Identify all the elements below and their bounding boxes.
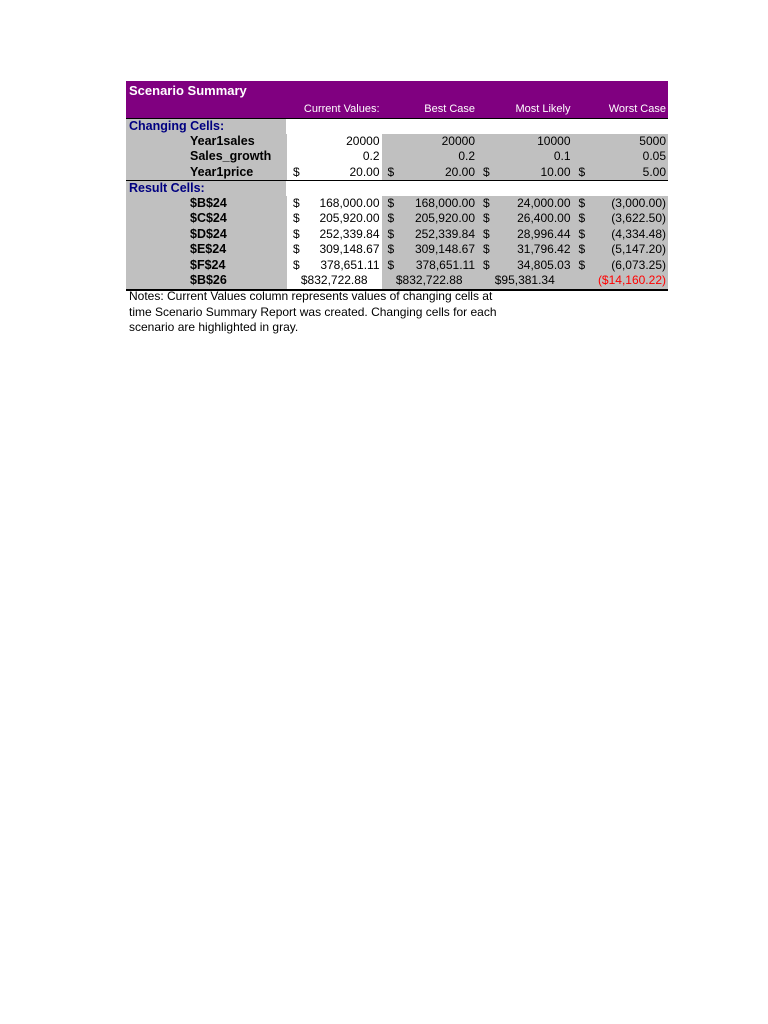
table-row bbox=[126, 242, 668, 258]
cell-value: $95,381.34 bbox=[494, 273, 555, 287]
currency-symbol: $ bbox=[387, 195, 395, 210]
current-value-cell bbox=[286, 165, 382, 181]
current-value-cell bbox=[286, 196, 382, 212]
notes-line: Notes: Current Values column represents values of changing cells at bbox=[129, 289, 493, 303]
currency-symbol: $ bbox=[293, 226, 300, 241]
row-label: $B$24 bbox=[126, 196, 286, 212]
current-value-cell bbox=[286, 227, 382, 243]
most-likely-cell bbox=[477, 134, 573, 150]
table-row bbox=[126, 134, 668, 150]
currency-symbol: $ bbox=[293, 257, 300, 272]
most-likely-cell bbox=[477, 227, 573, 243]
current-value-cell bbox=[286, 258, 382, 274]
best-case-cell bbox=[382, 134, 478, 150]
changing-cells-rows bbox=[126, 134, 668, 181]
changing-cells-section-row bbox=[126, 118, 668, 134]
currency-symbol: $ bbox=[387, 164, 395, 179]
header-current-values: Current Values: bbox=[303, 103, 380, 115]
currency-symbol: $ bbox=[293, 242, 300, 256]
row-label: Year1sales bbox=[126, 134, 286, 150]
table-row bbox=[126, 211, 668, 227]
worst-case-cell bbox=[573, 242, 669, 258]
cell-value: (3,000.00) bbox=[611, 195, 666, 210]
cell-value: 205,920.00 bbox=[414, 211, 475, 225]
scenario-summary-table bbox=[126, 81, 668, 291]
table-row bbox=[126, 165, 668, 181]
best-case-cell bbox=[382, 258, 478, 274]
cell-value: 10000 bbox=[537, 133, 571, 148]
cell-value: 309,148.67 bbox=[414, 242, 475, 256]
currency-symbol: $ bbox=[483, 257, 490, 272]
worst-case-cell bbox=[573, 134, 669, 150]
cell-value: 378,651.11 bbox=[415, 257, 475, 272]
currency-symbol: $ bbox=[483, 242, 490, 256]
most-likely-cell bbox=[477, 242, 573, 258]
table-row bbox=[126, 149, 668, 165]
most-likely-cell bbox=[477, 258, 573, 274]
cell-value: 28,996.44 bbox=[517, 226, 571, 241]
cell-value: 378,651.11 bbox=[320, 257, 380, 272]
cell-value: 20.00 bbox=[349, 164, 380, 179]
header-worst-case: Worst Case bbox=[608, 103, 666, 115]
currency-symbol: $ bbox=[483, 226, 490, 241]
currency-symbol: $ bbox=[293, 164, 300, 179]
most-likely-cell bbox=[477, 149, 573, 165]
currency-symbol: $ bbox=[483, 164, 490, 179]
cell-value: 10.00 bbox=[540, 164, 571, 179]
currency-symbol: $ bbox=[578, 257, 586, 272]
current-value-cell bbox=[286, 211, 382, 227]
currency-symbol: $ bbox=[483, 195, 490, 210]
cell-value: 31,796.42 bbox=[517, 242, 571, 256]
header-spacer bbox=[126, 101, 286, 118]
row-label: $E$24 bbox=[126, 242, 286, 258]
total-worst-case bbox=[573, 273, 669, 289]
row-label: $C$24 bbox=[126, 211, 286, 227]
row-label: $B$26 bbox=[126, 273, 286, 289]
worst-case-cell bbox=[573, 227, 669, 243]
most-likely-cell bbox=[477, 196, 573, 212]
currency-symbol: $ bbox=[387, 226, 395, 241]
total-best-case bbox=[382, 273, 478, 289]
cell-value: 252,339.84 bbox=[319, 226, 380, 241]
currency-symbol: $ bbox=[387, 242, 395, 256]
result-cells-heading: Result Cells: bbox=[126, 180, 286, 196]
best-case-cell bbox=[382, 227, 478, 243]
worst-case-cell bbox=[573, 211, 669, 227]
result-cells-rows bbox=[126, 196, 668, 274]
cell-value: 24,000.00 bbox=[517, 195, 571, 210]
currency-symbol: $ bbox=[387, 257, 395, 272]
currency-symbol: $ bbox=[483, 211, 490, 225]
row-label: Sales_growth bbox=[126, 149, 286, 165]
table-title-row bbox=[126, 81, 668, 101]
row-label: $F$24 bbox=[126, 258, 286, 274]
worst-case-cell bbox=[573, 165, 669, 181]
table-row bbox=[126, 196, 668, 212]
cell-value: 20000 bbox=[441, 133, 475, 148]
cell-value: 34,805.03 bbox=[517, 257, 571, 272]
notes-line: scenario are highlighted in gray. bbox=[129, 320, 299, 334]
table-row bbox=[126, 258, 668, 274]
most-likely-cell bbox=[477, 165, 573, 181]
currency-symbol: $ bbox=[578, 164, 586, 179]
cell-value: 0.05 bbox=[642, 149, 666, 163]
currency-symbol: $ bbox=[578, 242, 586, 256]
total-current-value bbox=[286, 273, 382, 289]
currency-symbol: $ bbox=[293, 195, 300, 210]
changing-cells-heading: Changing Cells: bbox=[126, 118, 286, 134]
current-value-cell bbox=[286, 134, 382, 150]
cell-value: 0.2 bbox=[362, 149, 380, 163]
row-label: Year1price bbox=[126, 165, 286, 181]
best-case-cell bbox=[382, 196, 478, 212]
cell-value: $832,722.88 bbox=[395, 273, 463, 287]
notes-line: time Scenario Summary Report was created. Changing cells for each bbox=[129, 304, 497, 319]
currency-symbol: $ bbox=[578, 226, 586, 241]
cell-value: 0.1 bbox=[553, 149, 571, 163]
result-cells-section-row bbox=[126, 180, 668, 196]
cell-value: 20.00 bbox=[444, 164, 475, 179]
best-case-cell bbox=[382, 211, 478, 227]
currency-symbol: $ bbox=[387, 211, 395, 225]
header-best-case: Best Case bbox=[424, 103, 475, 115]
cell-value: 168,000.00 bbox=[414, 195, 475, 210]
cell-value: 205,920.00 bbox=[319, 211, 380, 225]
worst-case-cell bbox=[573, 258, 669, 274]
cell-value: 26,400.00 bbox=[517, 211, 571, 225]
cell-value: (6,073.25) bbox=[611, 257, 666, 272]
cell-value: 5000 bbox=[639, 133, 666, 148]
cell-value: 168,000.00 bbox=[319, 195, 380, 210]
currency-symbol: $ bbox=[578, 195, 586, 210]
cell-value: (5,147.20) bbox=[611, 242, 666, 256]
total-row bbox=[126, 273, 668, 291]
cell-value: 309,148.67 bbox=[319, 242, 380, 256]
current-value-cell bbox=[286, 149, 382, 165]
cell-value: 20000 bbox=[346, 133, 380, 148]
best-case-cell bbox=[382, 165, 478, 181]
table-row bbox=[126, 227, 668, 243]
cell-value: (4,334.48) bbox=[611, 226, 666, 241]
most-likely-cell bbox=[477, 211, 573, 227]
cell-value: 0.2 bbox=[458, 149, 475, 163]
best-case-cell bbox=[382, 149, 478, 165]
cell-value: (3,622.50) bbox=[611, 211, 666, 225]
currency-symbol: $ bbox=[293, 211, 300, 225]
currency-symbol: $ bbox=[578, 211, 586, 225]
table-title: Scenario Summary bbox=[129, 83, 247, 98]
cell-value: 5.00 bbox=[642, 164, 666, 179]
notes-text bbox=[129, 289, 549, 336]
cell-value: 252,339.84 bbox=[414, 226, 475, 241]
row-label: $D$24 bbox=[126, 227, 286, 243]
total-most-likely bbox=[477, 273, 573, 289]
worst-case-cell bbox=[573, 196, 669, 212]
best-case-cell bbox=[382, 242, 478, 258]
header-most-likely: Most Likely bbox=[515, 103, 571, 115]
current-value-cell bbox=[286, 242, 382, 258]
column-header-row bbox=[126, 101, 668, 118]
worst-case-cell bbox=[573, 149, 669, 165]
cell-value: $832,722.88 bbox=[300, 273, 368, 287]
cell-value: ($14,160.22) bbox=[597, 273, 666, 287]
